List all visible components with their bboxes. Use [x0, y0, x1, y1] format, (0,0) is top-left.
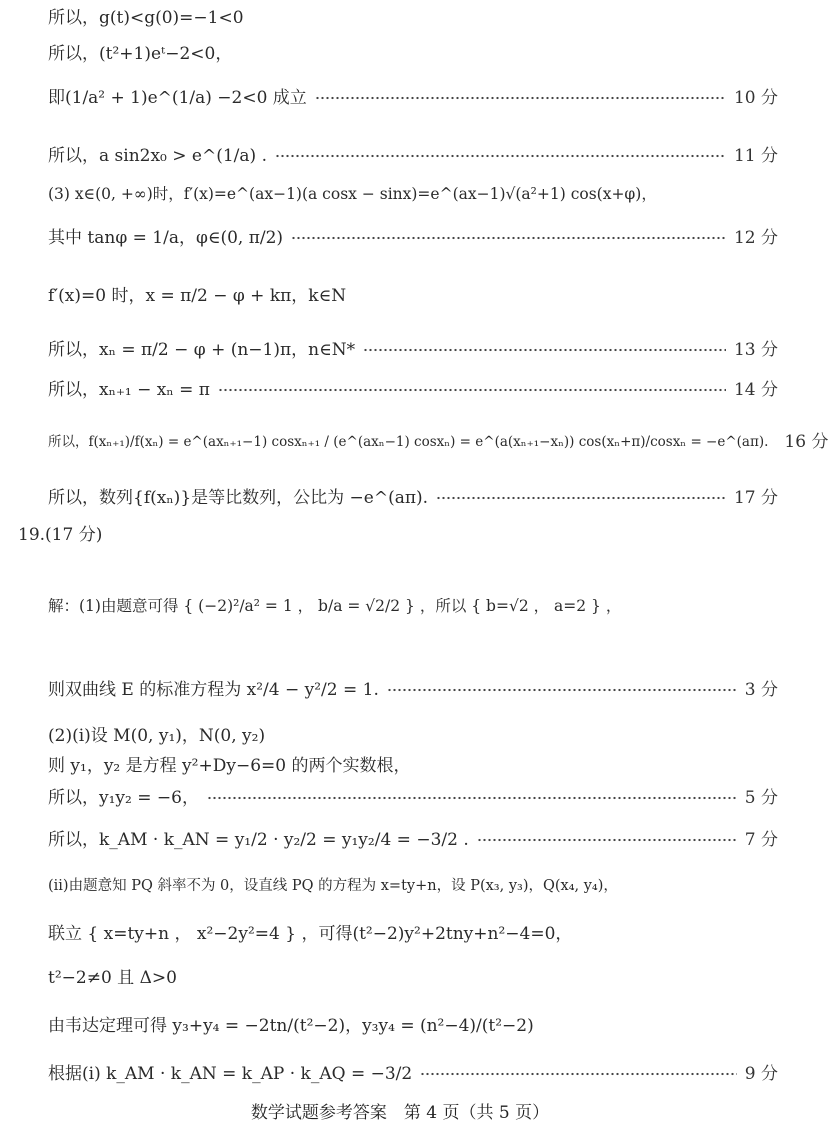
leader-dots	[363, 348, 726, 352]
score-mark: 3 分	[744, 680, 778, 700]
equation: 则双曲线 E 的标准方程为 x²/4 − y²/2 = 1.	[48, 680, 379, 700]
score-mark: 17 分	[733, 488, 778, 508]
equation: 所以，k_AM · k_AN = y₁/2 · y₂/2 = y₁y₂/4 = −3/2 .	[48, 830, 469, 850]
solution-line-21	[48, 968, 778, 988]
solution-line-4	[48, 146, 778, 166]
leader-dots	[207, 796, 737, 800]
score-mark: 14 分	[733, 380, 778, 400]
equation: 所以，(t²+1)eᵗ−2<0，	[48, 44, 233, 64]
solution-line-1	[48, 8, 778, 28]
leader-dots	[275, 154, 726, 158]
solution-line-10	[48, 432, 828, 452]
solution-line-7	[48, 286, 778, 306]
equation: 联立 { x=ty+n ， x²−2y²=4 } ，可得(t²−2)y²+2tny+n²−4=0，	[48, 924, 573, 944]
solution-line-3	[48, 88, 778, 108]
equation: 所以，a sin2x₀ > e^(1/a) .	[48, 146, 267, 166]
question-number: 19.	[18, 525, 46, 545]
equation: (3) x∈(0, +∞)时，f′(x)=e^(ax−1)(a cosx − sinx)=e^(ax−1)√(a²+1) cos(x+φ)，	[48, 185, 657, 203]
solution-line-17	[48, 788, 778, 808]
solution-line-16	[48, 756, 778, 776]
score-mark: 7 分	[744, 830, 778, 850]
solution-line-20	[48, 924, 778, 944]
solution-line-5	[48, 184, 778, 204]
solution-line-8	[48, 340, 778, 360]
equation: 根据(i) k_AM · k_AN = k_AP · k_AQ = −3/2	[48, 1064, 413, 1084]
equation: 所以，xₙ = π/2 − φ + (n−1)π，n∈N*	[48, 340, 356, 360]
equation: 所以，xₙ₊₁ − xₙ = π	[48, 380, 210, 400]
solution-line-15	[48, 726, 778, 746]
solution-line-22	[48, 1016, 778, 1036]
score-mark: 9 分	[744, 1064, 778, 1084]
equation: (ii)由题意知 PQ 斜率不为 0，设直线 PQ 的方程为 x=ty+n，设 P(x₃, y₃)，Q(x₄, y₄)，	[48, 878, 618, 894]
question-score: (17 分)	[45, 525, 103, 545]
leader-dots	[387, 688, 737, 692]
equation: 所以，f(xₙ₊₁)/f(xₙ) = e^(axₙ₊₁−1) cosxₙ₊₁ / (e^(axₙ−1) cosxₙ) = e^(a(xₙ₊₁−xₙ)) cos(xₙ+π)/cosxₙ = −e^(aπ).	[48, 434, 769, 450]
solution-line-23	[48, 1064, 778, 1084]
solution-line-11	[48, 488, 778, 508]
leader-dots	[315, 96, 726, 100]
equation: 由韦达定理可得 y₃+y₄ = −2tn/(t²−2)，y₃y₄ = (n²−4)/(t²−2)	[48, 1016, 534, 1036]
equation: 所以，g(t)<g(0)=−1<0	[48, 8, 244, 28]
leader-dots	[291, 236, 726, 240]
leader-dots	[420, 1072, 737, 1076]
score-mark: 10 分	[733, 88, 778, 108]
equation: 则 y₁，y₂ 是方程 y²+Dy−6=0 的两个实数根，	[48, 756, 411, 776]
equation: 解：(1)由题意可得 { (−2)²/a² = 1 ， b/a = √2/2 } ，所以 { b=√2 ， a=2 } ，	[48, 597, 622, 615]
solution-line-6	[48, 228, 778, 248]
equation: 即(1/a² + 1)e^(1/a) −2<0 成立	[48, 88, 307, 108]
score-mark: 13 分	[733, 340, 778, 360]
page-footer: 数学试题参考答案 第 4 页（共 5 页）	[250, 1103, 550, 1123]
score-mark: 12 分	[733, 228, 778, 248]
leader-dots	[436, 496, 726, 500]
equation: 其中 tanφ = 1/a，φ∈(0, π/2)	[48, 228, 284, 248]
solution-line-19	[48, 876, 778, 896]
score-mark: 5 分	[744, 788, 778, 808]
solution-line-2	[48, 44, 778, 64]
leader-dots	[218, 388, 726, 392]
solution-line-9	[48, 380, 778, 400]
solution-line-13	[48, 596, 778, 616]
score-mark: 16 分	[784, 432, 828, 452]
leader-dots	[477, 838, 737, 842]
equation: t²−2≠0 且 Δ>0	[48, 968, 177, 988]
solution-line-18	[48, 830, 778, 850]
equation: 所以，数列{f(xₙ)}是等比数列，公比为 −e^(aπ).	[48, 488, 429, 508]
equation: 所以，y₁y₂ = −6，	[48, 788, 199, 808]
score-mark: 11 分	[733, 146, 778, 166]
question-header	[18, 520, 102, 545]
equation: f′(x)=0 时，x = π/2 − φ + kπ，k∈N	[48, 286, 347, 306]
solution-line-14	[48, 680, 778, 700]
equation: (2)(i)设 M(0, y₁)，N(0, y₂)	[48, 726, 266, 746]
